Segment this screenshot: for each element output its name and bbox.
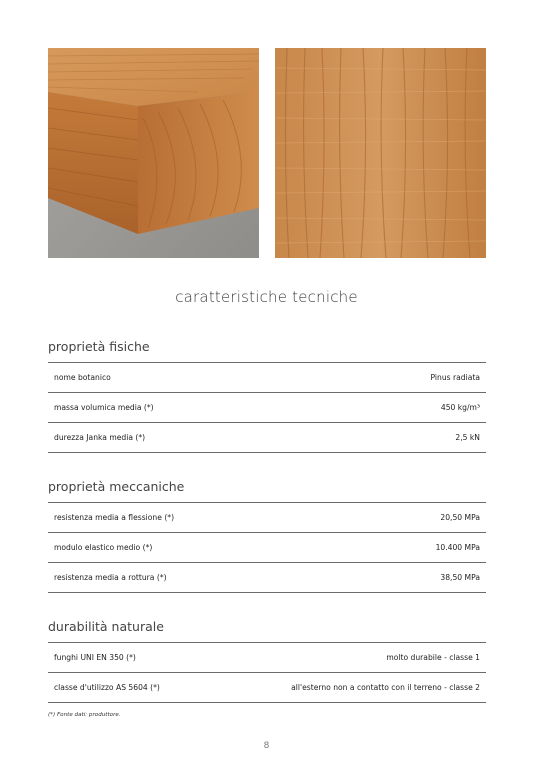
- row-label: durezza Janka media (*): [54, 433, 146, 442]
- table-row: [48, 423, 486, 453]
- row-label: resistenza media a rottura (*): [54, 573, 167, 582]
- wood-grain-photo: [275, 48, 486, 258]
- table-row: [48, 393, 486, 423]
- row-label: nome botanico: [54, 373, 111, 382]
- table-row: [48, 503, 486, 533]
- row-value: 38,50 MPa: [440, 573, 480, 582]
- section-title: durabilità naturale: [48, 619, 164, 634]
- table-row: [48, 563, 486, 593]
- footnote: (*) Fonte dati: produttore.: [48, 712, 121, 718]
- table-row: [48, 363, 486, 393]
- page-title: caratteristiche tecniche: [175, 288, 358, 306]
- row-value: 2,5 kN: [455, 433, 480, 442]
- row-label: funghi UNI EN 350 (*): [54, 653, 136, 662]
- section-physical-properties: [48, 339, 486, 453]
- row-label: resistenza media a flessione (*): [54, 513, 175, 522]
- row-value: all'esterno non a contatto con il terreno - classe 2: [291, 683, 480, 692]
- row-value: 20,50 MPa: [440, 513, 480, 522]
- row-label: massa volumica media (*): [54, 403, 154, 412]
- table-row: [48, 673, 486, 703]
- row-label: modulo elastico medio (*): [54, 543, 153, 552]
- section-title: proprietà fisiche: [48, 339, 150, 354]
- row-label: classe d'utilizzo AS 5604 (*): [54, 683, 160, 692]
- section-mechanical-properties: [48, 479, 486, 593]
- section-title: proprietà meccaniche: [48, 479, 185, 494]
- table-row: [48, 533, 486, 563]
- row-value: molto durabile - classe 1: [386, 653, 480, 662]
- row-value: Pinus radiata: [430, 373, 480, 382]
- page-number: 8: [263, 741, 270, 751]
- section-natural-durability: [48, 619, 486, 703]
- row-value: 10.400 MPa: [435, 543, 480, 552]
- wood-block-photo: [48, 48, 259, 258]
- row-value: 450 kg/m³: [440, 403, 480, 412]
- table-row: [48, 643, 486, 673]
